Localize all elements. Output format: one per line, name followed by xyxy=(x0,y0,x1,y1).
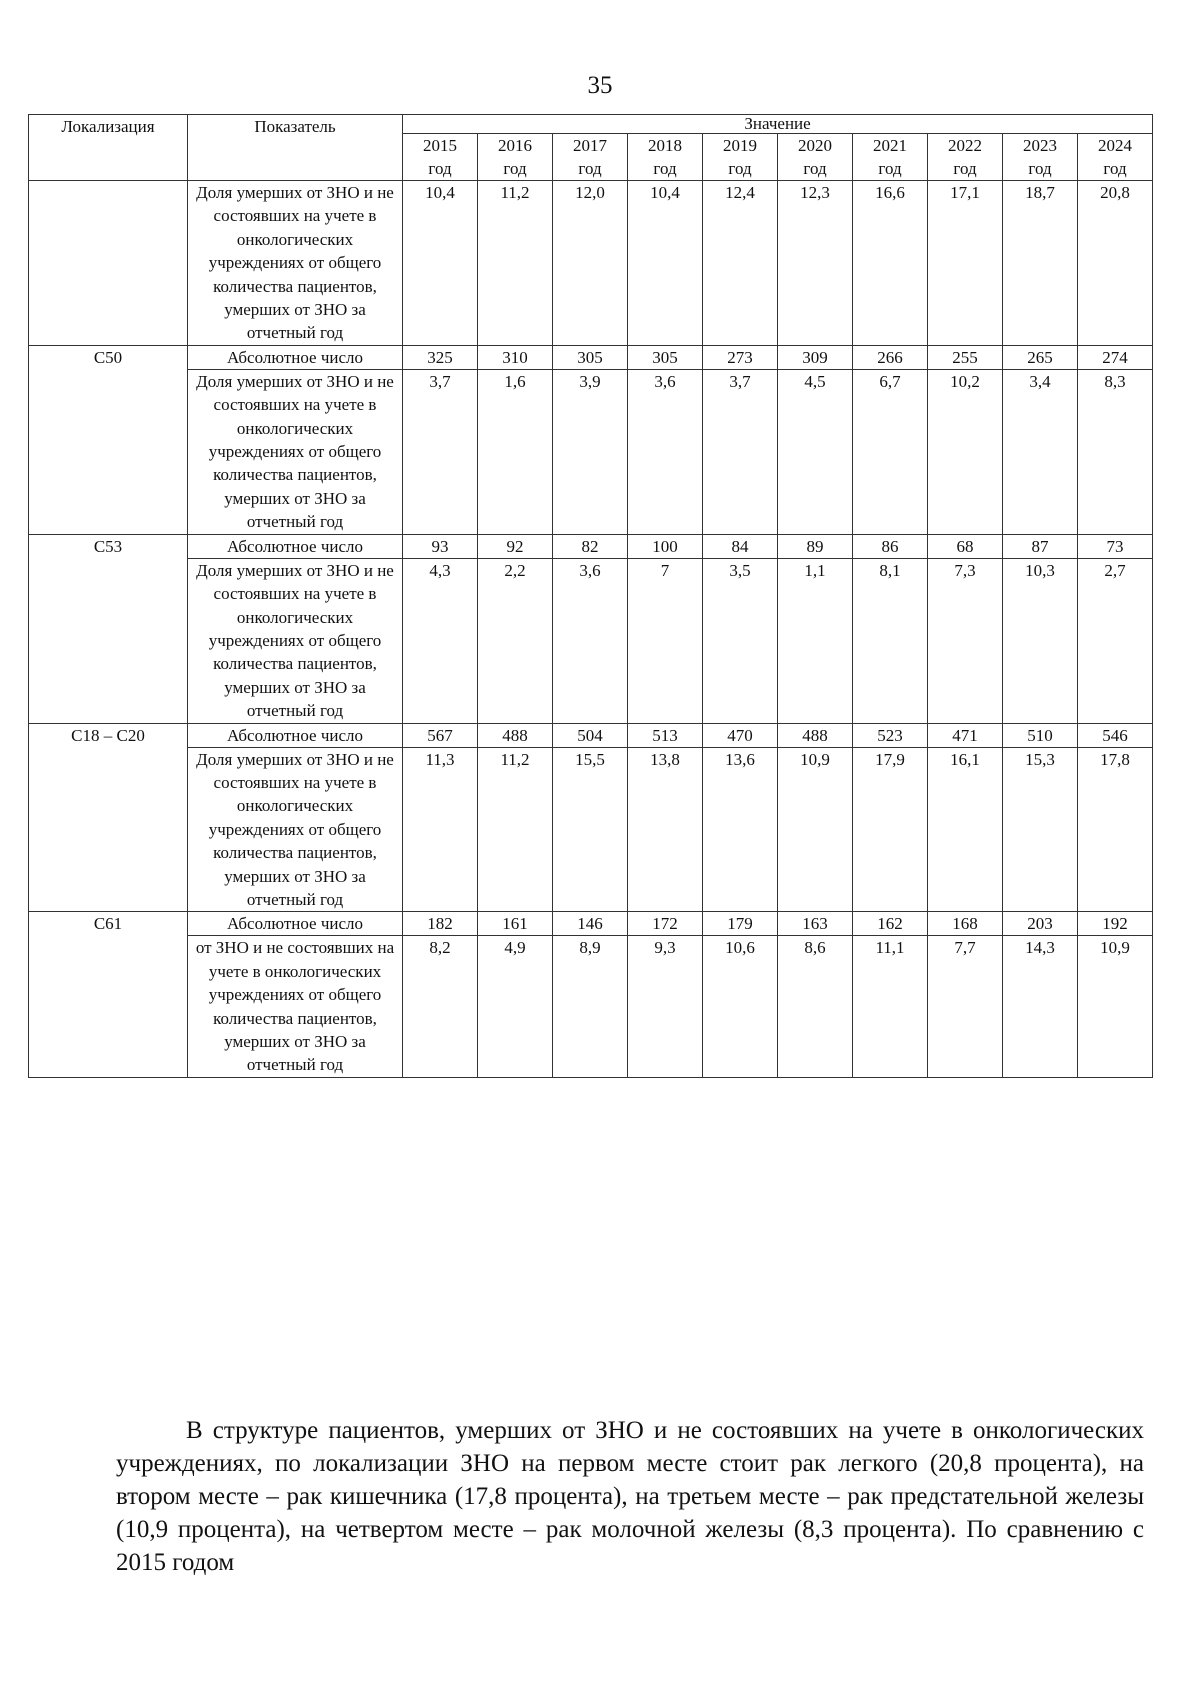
header-year-number: 2015 xyxy=(423,136,457,155)
table-row xyxy=(29,181,1153,346)
table-row xyxy=(29,345,1153,369)
value-cell: 161 xyxy=(478,912,553,936)
indicator-cell: Абсолютное число xyxy=(188,723,403,747)
value-cell: 1,1 xyxy=(778,558,853,723)
table-body xyxy=(29,181,1153,1078)
value-cell: 488 xyxy=(478,723,553,747)
value-cell: 15,3 xyxy=(1003,747,1078,912)
header-year xyxy=(478,134,553,181)
header-year-number: 2023 xyxy=(1023,136,1057,155)
table-row xyxy=(29,558,1153,723)
value-cell: 305 xyxy=(553,345,628,369)
value-cell: 20,8 xyxy=(1078,181,1153,346)
value-cell: 15,5 xyxy=(553,747,628,912)
indicator-cell: Доля умерших от ЗНО и не состоявших на учете в онкологических учреждениях от общего количества пациентов, умерших от ЗНО за отчетный год xyxy=(188,558,403,723)
value-cell: 4,3 xyxy=(403,558,478,723)
value-cell: 10,3 xyxy=(1003,558,1078,723)
header-year xyxy=(928,134,1003,181)
value-cell: 274 xyxy=(1078,345,1153,369)
body-paragraph: В структуре пациентов, умерших от ЗНО и не состоявших на учете в онкологических учреждениях, по локализации ЗНО на первом месте стоит рак легкого (20,8 процента), на втором месте – рак кишечника (17,8 процента), на третьем месте – рак предстательной железы (10,9 процента), на четвертом месте – рак молочной железы (8,3 процента). По сравнению с 2015 годом xyxy=(116,1417,1144,1576)
value-cell: 68 xyxy=(928,534,1003,558)
value-cell: 100 xyxy=(628,534,703,558)
value-cell: 305 xyxy=(628,345,703,369)
value-cell: 12,0 xyxy=(553,181,628,346)
header-year xyxy=(1078,134,1153,181)
value-cell: 8,9 xyxy=(553,936,628,1077)
value-cell: 1,6 xyxy=(478,369,553,534)
localization-cell: C18 – C20 xyxy=(29,723,188,912)
table-row xyxy=(29,723,1153,747)
indicator-cell: Доля умерших от ЗНО и не состоявших на учете в онкологических учреждениях от общего количества пациентов, умерших от ЗНО за отчетный год xyxy=(188,747,403,912)
indicator-cell: Доля умерших от ЗНО и не состоявших на учете в онкологических учреждениях от общего количества пациентов, умерших от ЗНО за отчетный год xyxy=(188,369,403,534)
value-cell: 266 xyxy=(853,345,928,369)
header-year-suffix: год xyxy=(878,159,902,178)
value-cell: 567 xyxy=(403,723,478,747)
value-cell: 11,2 xyxy=(478,747,553,912)
header-year-number: 2016 xyxy=(498,136,532,155)
value-cell: 10,4 xyxy=(403,181,478,346)
value-cell: 10,9 xyxy=(1078,936,1153,1077)
table-header xyxy=(29,115,1153,181)
value-cell: 17,1 xyxy=(928,181,1003,346)
value-cell: 13,6 xyxy=(703,747,778,912)
value-cell: 8,6 xyxy=(778,936,853,1077)
value-cell: 172 xyxy=(628,912,703,936)
header-year-suffix: год xyxy=(803,159,827,178)
value-cell: 84 xyxy=(703,534,778,558)
header-year-number: 2017 xyxy=(573,136,607,155)
value-cell: 17,8 xyxy=(1078,747,1153,912)
value-cell: 265 xyxy=(1003,345,1078,369)
value-cell: 310 xyxy=(478,345,553,369)
header-year-suffix: год xyxy=(503,159,527,178)
value-cell: 3,7 xyxy=(403,369,478,534)
value-cell: 8,2 xyxy=(403,936,478,1077)
value-cell: 12,4 xyxy=(703,181,778,346)
header-year-number: 2024 xyxy=(1098,136,1133,155)
indicator-cell: Абсолютное число xyxy=(188,912,403,936)
value-cell: 471 xyxy=(928,723,1003,747)
localization-cell xyxy=(29,181,188,346)
value-cell: 182 xyxy=(403,912,478,936)
header-localization: Локализация xyxy=(29,115,188,181)
value-cell: 203 xyxy=(1003,912,1078,936)
value-cell: 3,4 xyxy=(1003,369,1078,534)
value-cell: 14,3 xyxy=(1003,936,1078,1077)
indicator-cell: Абсолютное число xyxy=(188,345,403,369)
header-year-number: 2020 xyxy=(798,136,832,155)
value-cell: 10,2 xyxy=(928,369,1003,534)
page-number: 35 xyxy=(587,72,613,99)
value-cell: 513 xyxy=(628,723,703,747)
table-row xyxy=(29,936,1153,1077)
value-cell: 273 xyxy=(703,345,778,369)
value-cell: 73 xyxy=(1078,534,1153,558)
mortality-table xyxy=(28,114,1153,1078)
value-cell: 309 xyxy=(778,345,853,369)
localization-cell: C50 xyxy=(29,345,188,534)
value-cell: 510 xyxy=(1003,723,1078,747)
header-year-number: 2022 xyxy=(948,136,982,155)
value-cell: 504 xyxy=(553,723,628,747)
localization-cell: C61 xyxy=(29,912,188,1077)
header-year xyxy=(403,134,478,181)
value-cell: 3,7 xyxy=(703,369,778,534)
value-cell: 3,6 xyxy=(628,369,703,534)
table-row xyxy=(29,369,1153,534)
indicator-cell: Доля умерших от ЗНО и не состоявших на учете в онкологических учреждениях от общего количества пациентов, умерших от ЗНО за отчетный год xyxy=(188,181,403,346)
value-cell: 10,6 xyxy=(703,936,778,1077)
indicator-cell: Абсолютное число xyxy=(188,534,403,558)
value-cell: 12,3 xyxy=(778,181,853,346)
value-cell: 470 xyxy=(703,723,778,747)
value-cell: 192 xyxy=(1078,912,1153,936)
value-cell: 179 xyxy=(703,912,778,936)
value-cell: 7,3 xyxy=(928,558,1003,723)
value-cell: 7 xyxy=(628,558,703,723)
value-cell: 523 xyxy=(853,723,928,747)
value-cell: 93 xyxy=(403,534,478,558)
value-cell: 10,4 xyxy=(628,181,703,346)
table-row xyxy=(29,747,1153,912)
value-cell: 3,6 xyxy=(553,558,628,723)
value-cell: 10,9 xyxy=(778,747,853,912)
header-year xyxy=(628,134,703,181)
value-cell: 7,7 xyxy=(928,936,1003,1077)
value-cell: 92 xyxy=(478,534,553,558)
value-cell: 87 xyxy=(1003,534,1078,558)
header-year xyxy=(853,134,928,181)
value-cell: 488 xyxy=(778,723,853,747)
value-cell: 3,5 xyxy=(703,558,778,723)
header-year xyxy=(778,134,853,181)
value-cell: 2,2 xyxy=(478,558,553,723)
header-year xyxy=(1003,134,1078,181)
value-cell: 2,7 xyxy=(1078,558,1153,723)
value-cell: 168 xyxy=(928,912,1003,936)
value-cell: 16,1 xyxy=(928,747,1003,912)
value-cell: 18,7 xyxy=(1003,181,1078,346)
header-year xyxy=(553,134,628,181)
value-cell: 17,9 xyxy=(853,747,928,912)
header-indicator: Показатель xyxy=(188,115,403,181)
value-cell: 82 xyxy=(553,534,628,558)
header-year-suffix: год xyxy=(953,159,977,178)
localization-cell: C53 xyxy=(29,534,188,723)
header-year xyxy=(703,134,778,181)
value-cell: 11,2 xyxy=(478,181,553,346)
value-cell: 13,8 xyxy=(628,747,703,912)
value-cell: 4,9 xyxy=(478,936,553,1077)
header-year-suffix: год xyxy=(653,159,677,178)
value-cell: 163 xyxy=(778,912,853,936)
value-cell: 4,5 xyxy=(778,369,853,534)
header-value: Значение xyxy=(403,115,1153,134)
value-cell: 86 xyxy=(853,534,928,558)
value-cell: 8,3 xyxy=(1078,369,1153,534)
value-cell: 162 xyxy=(853,912,928,936)
value-cell: 146 xyxy=(553,912,628,936)
value-cell: 6,7 xyxy=(853,369,928,534)
value-cell: 255 xyxy=(928,345,1003,369)
header-year-suffix: год xyxy=(578,159,602,178)
value-cell: 16,6 xyxy=(853,181,928,346)
value-cell: 11,1 xyxy=(853,936,928,1077)
value-cell: 3,9 xyxy=(553,369,628,534)
header-year-number: 2018 xyxy=(648,136,682,155)
header-year-suffix: год xyxy=(1028,159,1052,178)
header-year-number: 2021 xyxy=(873,136,907,155)
table-row xyxy=(29,912,1153,936)
value-cell: 546 xyxy=(1078,723,1153,747)
table-row xyxy=(29,534,1153,558)
value-cell: 8,1 xyxy=(853,558,928,723)
value-cell: 89 xyxy=(778,534,853,558)
value-cell: 11,3 xyxy=(403,747,478,912)
header-year-suffix: год xyxy=(428,159,452,178)
header-year-suffix: год xyxy=(728,159,752,178)
header-year-suffix: год xyxy=(1103,159,1127,178)
indicator-cell: от ЗНО и не состоявших на учете в онкологических учреждениях от общего количества пациентов, умерших от ЗНО за отчетный год xyxy=(188,936,403,1077)
header-year-number: 2019 xyxy=(723,136,757,155)
value-cell: 325 xyxy=(403,345,478,369)
value-cell: 9,3 xyxy=(628,936,703,1077)
